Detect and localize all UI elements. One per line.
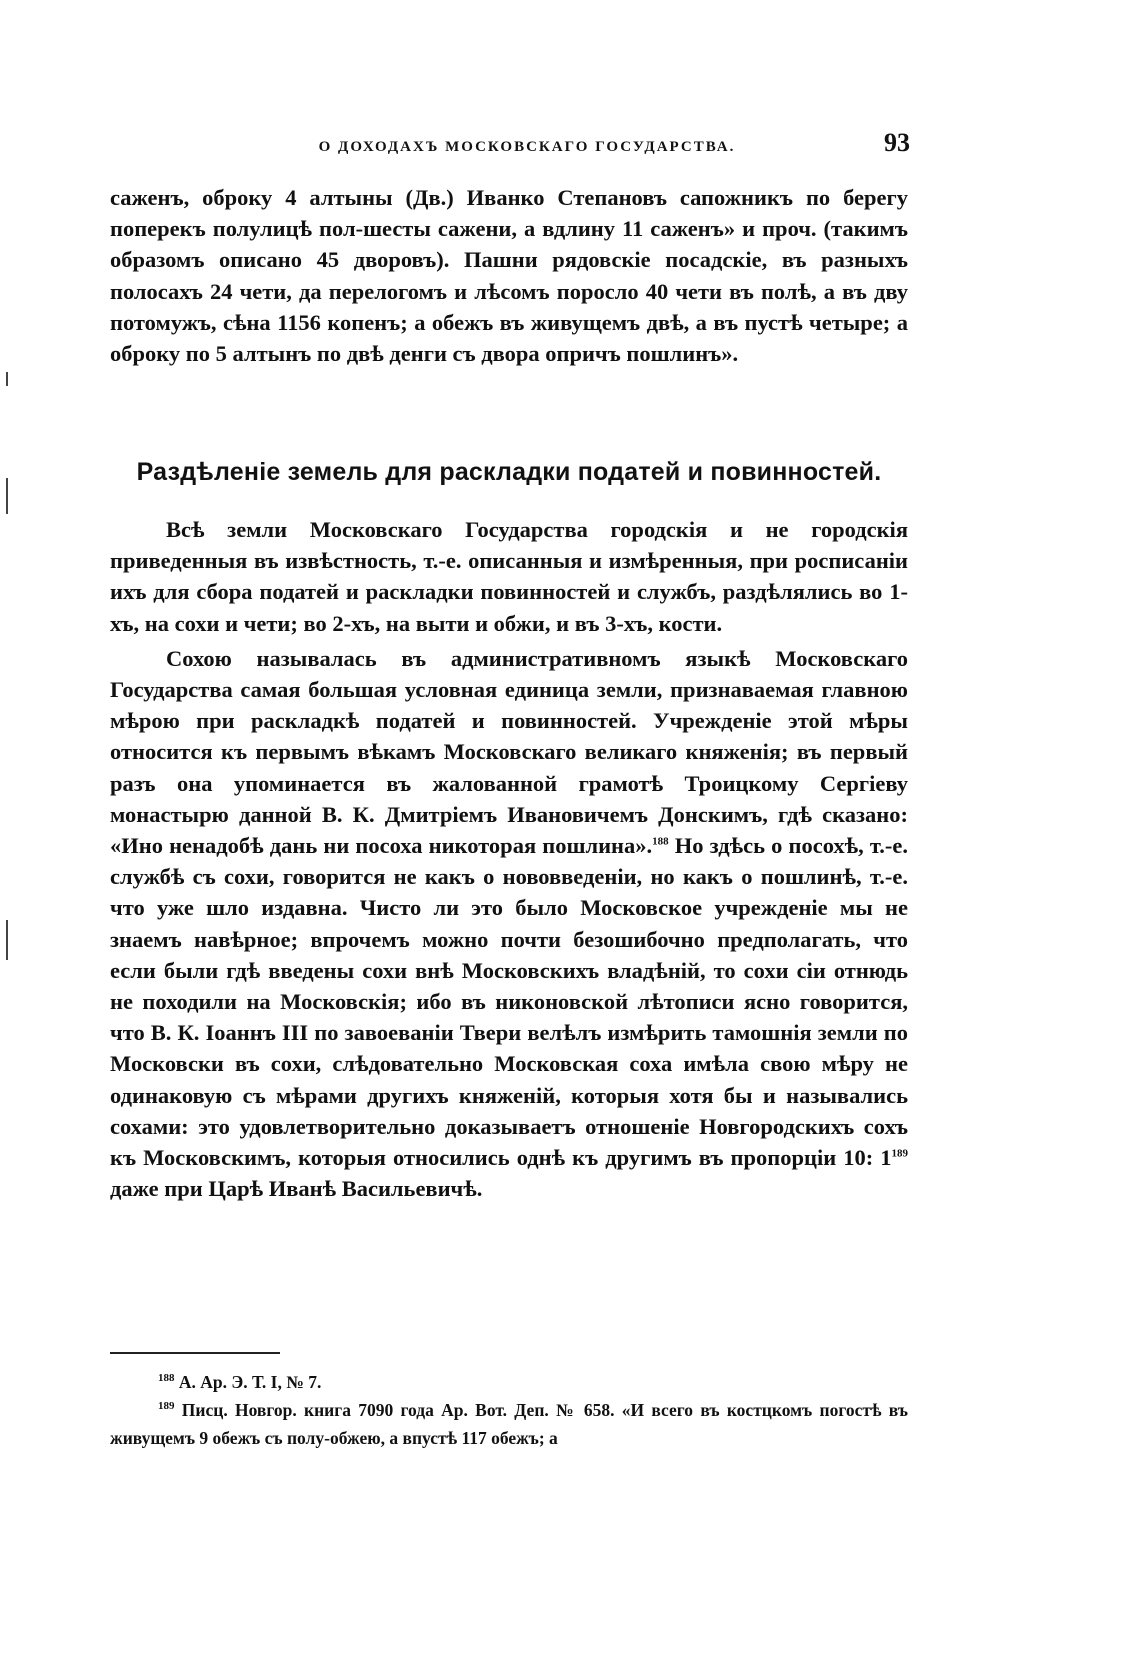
footnote-text: Писц. Новгор. книга 7090 года Ар. Вот. Деп. № 658. «И всего въ костцкомъ погостѣ въ живущемъ 9 обежъ съ полу-обжею, а впустѣ 117 обежъ; а — [110, 1400, 908, 1448]
paragraph-2 — [110, 643, 908, 1205]
section-heading: Раздѣленіе земель для раскладки податей и повинностей. — [136, 458, 882, 486]
margin-mark — [6, 372, 8, 386]
paragraph-2-part-a: Сохою называлась въ административномъ языкѣ Московскаго Государства самая большая условная единица земли, признаваемая главною мѣрою при раскладкѣ податей и повинностей. Учрежденіе этой мѣры относится къ первымъ вѣкамъ Московскаго великаго княженія; въ первый разъ она упоминается въ жалованной грамотѣ Троицкому Сергіеву монастырю данной В. К. Дмитріемъ Ивановичемъ Донскимъ, гдѣ сказано: «Ино ненадобѣ дань ни посоха никоторая пошлина». — [110, 645, 908, 859]
footnote-189 — [110, 1396, 908, 1452]
page-number: 93 — [884, 128, 910, 157]
paragraph-2-part-b: Но здѣсь о посохѣ, т.-е. службѣ съ сохи, говорится не какъ о нововведеніи, но какъ о пошлинѣ, т.-е. что уже шло издавна. Чисто ли это было Московское учрежденіе мы не знаемъ навѣрное; впрочемъ можно почти безошибочно предполагать, что если были гдѣ введены сохи внѣ Московскихъ владѣній, то сохи сіи отнюдь не походили на Московскія; ибо въ никоновской лѣтописи ясно говорится, что В. К. Іоаннъ III по завоеваніи Твери велѣлъ измѣрить тамошнія земли по Московски въ сохи, слѣдовательно Московская соха имѣла свою мѣру не одинаковую съ мѣрами другихъ княженій, которыя хотя бы и назывались сохами: это удовлетворительно доказываетъ отношеніе Новгородскихъ сохъ къ Московскимъ, которыя относились однѣ къ другимъ въ пропорціи 10: 1 — [110, 833, 909, 1171]
footnote-rule — [110, 1352, 280, 1354]
running-head — [110, 128, 910, 158]
paragraph-2-part-c: даже при Царѣ Иванѣ Васильевичѣ. — [110, 1176, 483, 1202]
footnote-marker: 188 — [158, 1372, 175, 1385]
footnote-ref-188: 188 — [652, 835, 669, 848]
margin-mark — [6, 478, 8, 514]
running-title: О ДОХОДАХЪ МОСКОВСКАГО ГОСУДАРСТВА. — [318, 139, 736, 155]
intro-paragraph: саженъ, оброку 4 алтыны (Дв.) Иванко Степановъ сапожникъ по берегу поперекъ полулицѣ пол-шесты сажени, а вдлину 11 саженъ» и проч. (такимъ образомъ описано 45 дворовъ). Пашни рядовскіе посадскіе, въ разныхъ полосахъ 24 чети, да перелогомъ и лѣсомъ поросло 40 чети въ полѣ, а въ дву потомужъ, сѣна 1156 копенъ; а обежъ въ живущемъ двѣ, а въ пустѣ четыре; а оброку по 5 алтынъ по двѣ денги съ двора опричъ пошлинъ». — [110, 185, 908, 367]
footnote-188 — [110, 1368, 908, 1396]
footnote-marker: 189 — [158, 1400, 175, 1413]
margin-mark — [6, 920, 8, 960]
main-text — [110, 514, 908, 1204]
intro-block — [110, 182, 908, 369]
footnote-text: А. Ар. Э. Т. I, № 7. — [174, 1372, 322, 1392]
footnotes — [110, 1368, 908, 1452]
footnote-ref-189: 189 — [891, 1147, 908, 1160]
paragraph-1: Всѣ земли Московскаго Государства городскія и не городскія приведенныя въ извѣстность, т.-е. описанныя и измѣренныя, при росписаніи ихъ для сбора податей и раскладки повинностей и службъ, раздѣлялись во 1-хъ, на сохи и чети; во 2-хъ, на выти и обжи, и въ 3-хъ, кости. — [110, 517, 908, 636]
